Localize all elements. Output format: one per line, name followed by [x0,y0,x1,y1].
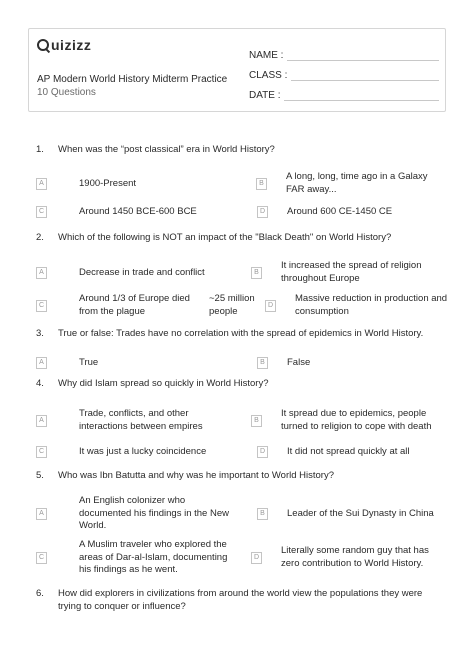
option-text: It was just a lucky coincidence [79,445,207,457]
date-line[interactable] [284,89,439,101]
logo-q-icon [37,39,49,51]
question-2 [36,232,446,324]
option-a[interactable] [39,408,251,434]
question-text: True or false: Trades have no correlation with the spread of epidemics in World History. [58,328,424,339]
option-text: Massive reduction in production and consumption [295,293,448,317]
class-label: CLASS : [249,70,288,81]
option-letter: B [251,267,262,279]
quizizz-logo [37,37,233,53]
option-text: Around 600 CE-1450 CE [287,205,393,217]
option-d[interactable] [257,446,446,459]
question-3 [36,328,446,372]
option-letter: B [251,415,262,427]
worksheet-header [28,28,446,112]
option-b[interactable] [256,171,446,197]
option-letter: C [36,446,47,458]
option-text: A Muslim traveler who explored the areas of Dar-al-Islam, documenting his findings as he went. [79,538,228,576]
question-6 [36,588,446,614]
option-note: ~25 million people [209,293,255,317]
date-label: DATE : [249,90,281,101]
option-letter: B [256,178,267,190]
class-field[interactable] [249,61,445,81]
question-text: Why did Islam spread so quickly in World History? [58,378,269,389]
option-letter: D [257,206,268,218]
logo-text: uizizz [51,37,92,53]
option-letter: D [257,446,268,458]
header-left [29,29,241,111]
option-d[interactable] [265,293,460,319]
option-b[interactable] [257,357,446,370]
question-number: 5. [36,470,44,481]
question-number: 2. [36,232,44,243]
question-list [36,144,446,614]
option-letter: C [36,552,47,564]
option-text: A long, long, time ago in a Galaxy FAR away... [286,171,428,195]
question-1 [36,144,446,226]
class-line[interactable] [291,69,439,81]
option-letter: D [251,552,262,564]
student-info-fields [241,29,445,111]
date-field[interactable] [249,81,445,101]
worksheet-title: AP Modern World History Midterm Practice [37,74,228,85]
option-text: True [79,356,99,368]
question-number: 6. [36,588,44,599]
option-letter: A [36,508,47,520]
option-c[interactable] [38,538,251,577]
option-a[interactable] [39,356,257,370]
question-text: Which of the following is NOT an impact of the "Black Death" on World History? [58,232,392,243]
name-line[interactable] [287,49,439,61]
question-text: When was the “post classical” era in World History? [58,144,275,155]
option-text: Trade, conflicts, and other interactions between empires [79,408,203,432]
option-text: 1900-Present [79,177,137,189]
option-text: Around 1/3 of Europe died from the plague [79,293,190,317]
option-d[interactable] [251,545,446,571]
question-5 [36,470,446,582]
option-letter: A [36,357,47,369]
option-a[interactable] [39,177,256,191]
question-number: 3. [36,328,44,339]
option-a[interactable] [39,266,251,280]
option-d[interactable] [257,206,446,219]
option-letter: D [265,300,276,312]
question-count: 10 Questions [37,87,96,98]
option-letter: C [36,300,47,312]
question-text: Who was Ibn Batutta and why was he important to World History? [58,470,334,481]
question-number: 1. [36,144,44,155]
option-letter: A [36,178,47,190]
option-text: False [287,356,311,368]
option-letter: B [257,357,268,369]
option-text: It increased the spread of religion throughout Europe [281,260,422,284]
option-letter: B [257,508,268,520]
option-a[interactable] [39,494,257,533]
option-c[interactable] [38,205,257,219]
option-c[interactable] [38,445,257,459]
name-field[interactable] [249,41,445,61]
option-text: It did not spread quickly at all [287,445,410,457]
question-number: 4. [36,378,44,389]
option-text: Literally some random guy that has zero contribution to World History. [281,545,429,569]
option-text: An English colonizer who documented his findings in the New World. [79,494,229,532]
option-letter: A [36,267,47,279]
option-c[interactable] [38,293,265,319]
option-text: Decrease in trade and conflict [79,266,205,278]
option-b[interactable] [257,508,446,521]
option-letter: A [36,415,47,427]
name-label: NAME : [249,50,284,61]
question-text: How did explorers in civilizations from around the world view the populations they were trying to conquer or influence? [58,588,423,612]
question-4 [36,378,446,466]
option-b[interactable] [251,260,446,286]
option-b[interactable] [251,408,446,434]
option-text: Around 1450 BCE-600 BCE [79,205,197,217]
option-letter: C [36,206,47,218]
option-text: Leader of the Sui Dynasty in China [287,507,434,519]
option-text: It spread due to epidemics, people turned to religion to cope with death [281,408,432,432]
